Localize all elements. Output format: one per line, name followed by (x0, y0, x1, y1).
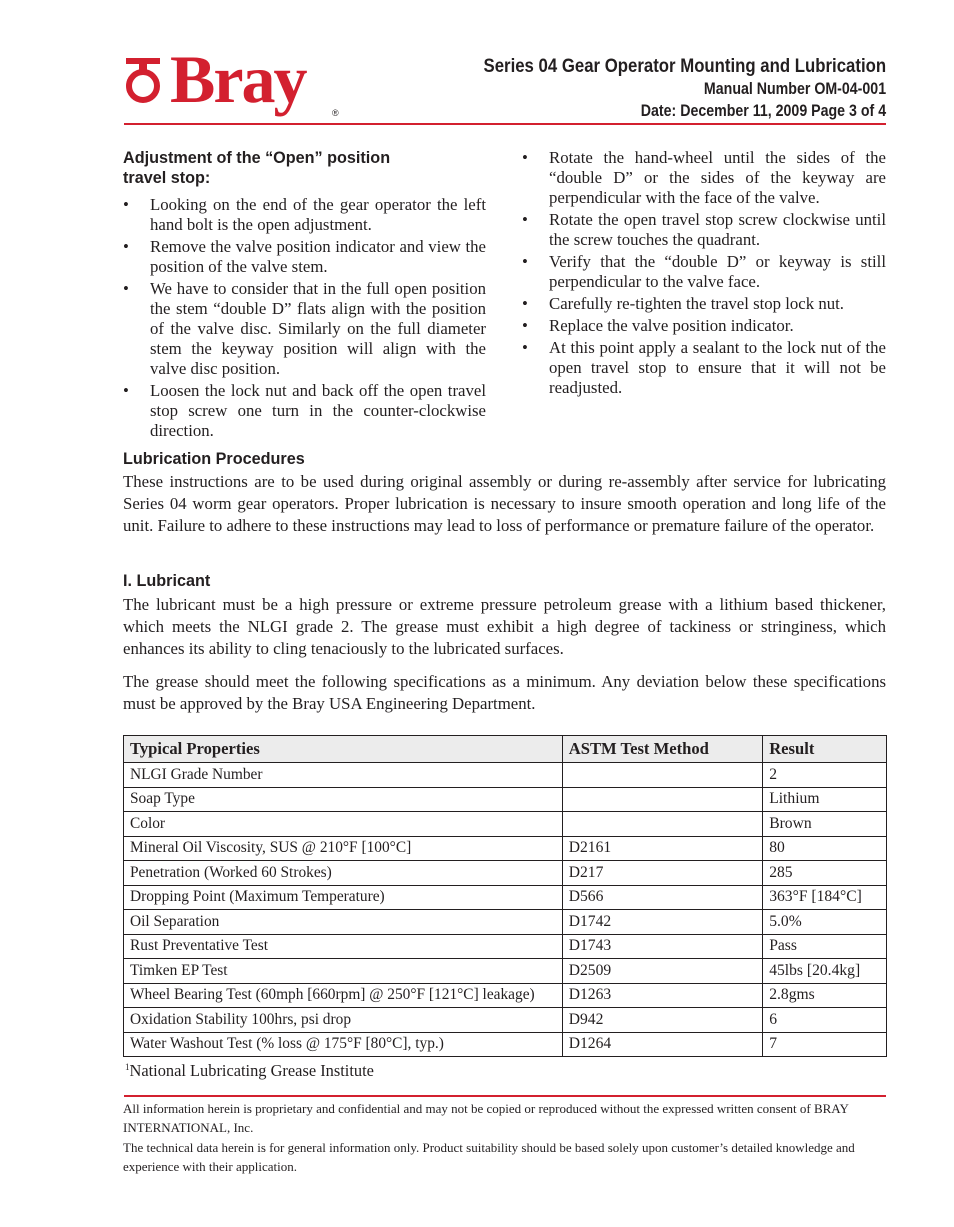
lubrication-heading: Lubrication Procedures (123, 450, 305, 468)
table-cell: 7 (763, 1032, 887, 1057)
list-item (522, 316, 886, 336)
table-cell: 80 (763, 836, 887, 861)
logo-mark-stem (139, 64, 147, 74)
table-row (124, 787, 887, 812)
table-cell: D217 (562, 861, 762, 886)
adjustment-heading-line1: Adjustment of the “Open” position (123, 149, 391, 167)
list-item-text: Looking on the end of the gear operator the left hand bolt is the open adjustment. (150, 195, 486, 234)
table-cell: D942 (562, 1008, 762, 1033)
list-item-text: Verify that the “double D” or keyway is still perpendicular to the valve face. (549, 252, 886, 291)
bullet: • (522, 316, 528, 335)
table-cell: 5.0% (763, 910, 887, 935)
table-cell: Oxidation Stability 100hrs, psi drop (124, 1008, 563, 1033)
logo-wordmark: Bray (170, 46, 306, 117)
list-item (123, 195, 486, 235)
list-item (123, 381, 486, 441)
table-row (124, 1032, 887, 1057)
table-cell (562, 812, 762, 837)
bullet: • (123, 237, 129, 256)
table-cell (562, 787, 762, 812)
table-cell: D2509 (562, 959, 762, 984)
table-cell: NLGI Grade Number (124, 763, 563, 788)
list-item-text: At this point apply a sealant to the lock nut of the open travel stop to ensure that it will not be readjusted. (549, 338, 886, 397)
column-header: Typical Properties (124, 736, 563, 763)
table-cell: 2 (763, 763, 887, 788)
table-cell: 363°F [184°C] (763, 885, 887, 910)
table-row (124, 1008, 887, 1033)
table-cell: Dropping Point (Maximum Temperature) (124, 885, 563, 910)
logo-mark-ring (129, 72, 157, 100)
manual-number: Manual Number OM-04-001 (703, 80, 886, 98)
table-cell: D2161 (562, 836, 762, 861)
bullet: • (522, 148, 528, 167)
table-cell: Mineral Oil Viscosity, SUS @ 210°F [100°C] (124, 836, 563, 861)
adjustment-heading (123, 148, 486, 188)
table-row (124, 885, 887, 910)
lubrication-paragraph: These instructions are to be used during original assembly or during re-assembly after service for lubricating Series 04 worm gear operators. Proper lubrication is necessary to insure smooth operation and long life of the unit. Failure to adhere to these instructions may lead to loss of performance or premature failure of the operator. (123, 472, 886, 535)
bullet: • (123, 381, 129, 400)
table-cell: Wheel Bearing Test (60mph [660rpm] @ 250°F [121°C] leakage) (124, 983, 563, 1008)
lubrication-section (123, 449, 886, 537)
table-cell: Timken EP Test (124, 959, 563, 984)
list-item-text: Loosen the lock nut and back off the open travel stop screw one turn in the counter-clockwise direction. (150, 381, 486, 440)
bullet: • (123, 195, 129, 214)
document-header (418, 54, 886, 122)
legal-notice-proprietary: All information herein is proprietary and confidential and may not be copied or reproduced without the expressed written consent of BRAY INTERNATIONAL, Inc. (123, 1101, 849, 1135)
bullet: • (123, 279, 129, 298)
header-rule (124, 123, 886, 125)
document-title: Series 04 Gear Operator Mounting and Lubrication (483, 55, 886, 77)
table-footnote (125, 1057, 374, 1081)
registered-mark: ® (332, 108, 339, 118)
list-item (123, 237, 486, 277)
lubricant-paragraph-2: The grease should meet the following specifications as a minimum. Any deviation below these specifications must be approved by the Bray USA Engineering Department. (123, 672, 886, 713)
table-cell: Brown (763, 812, 887, 837)
table-row (124, 812, 887, 837)
adjustment-list-right (522, 148, 886, 398)
adjustment-right-column (522, 148, 886, 400)
properties-table (123, 735, 887, 1057)
table-cell (562, 763, 762, 788)
list-item-text: We have to consider that in the full open position the stem “double D” flats align with the position of the valve disc. Similarly on the full diameter stem the keyway position will align with the valve disc position. (150, 279, 486, 378)
table-row (124, 910, 887, 935)
table-cell: 6 (763, 1008, 887, 1033)
list-item (522, 294, 886, 314)
column-header: Result (763, 736, 887, 763)
table-cell: Lithium (763, 787, 887, 812)
adjustment-heading-line2: travel stop: (123, 169, 211, 187)
list-item-text: Rotate the open travel stop screw clockwise until the screw touches the quadrant. (549, 210, 886, 249)
footer-rule (124, 1095, 886, 1097)
table-cell: Pass (763, 934, 887, 959)
list-item (522, 338, 886, 398)
lubricant-paragraph-1: The lubricant must be a high pressure or extreme pressure petroleum grease with a lithium based thickener, which meets the NLGI grade 2. The grease must exhibit a high degree of tackiness or stringiness, which enhances its ability to cling tenaciously to the lubricated surfaces. (123, 595, 886, 658)
list-item (123, 279, 486, 379)
table-cell: 285 (763, 861, 887, 886)
list-item-text: Replace the valve position indicator. (549, 316, 794, 335)
lubricant-heading: I. Lubricant (123, 572, 211, 590)
lubricant-section (123, 571, 886, 715)
list-item (522, 210, 886, 250)
bullet: • (522, 338, 528, 357)
table-cell: Penetration (Worked 60 Strokes) (124, 861, 563, 886)
table-cell: 2.8gms (763, 983, 887, 1008)
column-header: ASTM Test Method (562, 736, 762, 763)
list-item (522, 148, 886, 208)
adjustment-left-column (123, 148, 486, 443)
legal-notice-technical: The technical data herein is for general information only. Product suitability should be based solely upon customer’s detailed knowledge and experience with their application. (123, 1140, 855, 1174)
table-row (124, 934, 887, 959)
list-item (522, 252, 886, 292)
bray-logo (124, 46, 354, 120)
bullet: • (522, 210, 528, 229)
table-cell: Water Washout Test (% loss @ 175°F [80°C], typ.) (124, 1032, 563, 1057)
table-row (124, 861, 887, 886)
table-cell: Color (124, 812, 563, 837)
bullet: • (522, 252, 528, 271)
logo-mark-bar (126, 58, 160, 64)
list-item-text: Remove the valve position indicator and view the position of the valve stem. (150, 237, 486, 276)
list-item-text: Carefully re-tighten the travel stop lock nut. (549, 294, 844, 313)
table-row (124, 983, 887, 1008)
footnote-marker: 1 (125, 1062, 130, 1072)
list-item-text: Rotate the hand-wheel until the sides of the “double D” or the sides of the keyway are perpendicular with the face of the valve. (549, 148, 886, 207)
bray-logo-graphic (124, 46, 354, 120)
bullet: • (522, 294, 528, 313)
date-page: Date: December 11, 2009 Page 3 of 4 (640, 102, 886, 120)
adjustment-list-left (123, 195, 486, 441)
table-cell: D1742 (562, 910, 762, 935)
table-cell: D566 (562, 885, 762, 910)
table-row (124, 763, 887, 788)
footnote-text: National Lubricating Grease Institute (129, 1061, 374, 1080)
table-header-row (124, 736, 887, 763)
table-cell: 45lbs [20.4kg] (763, 959, 887, 984)
table-row (124, 836, 887, 861)
table-cell: Oil Separation (124, 910, 563, 935)
table-cell: D1743 (562, 934, 762, 959)
table-cell: D1264 (562, 1032, 762, 1057)
table-row (124, 959, 887, 984)
table-cell: Soap Type (124, 787, 563, 812)
table-cell: D1263 (562, 983, 762, 1008)
table-cell: Rust Preventative Test (124, 934, 563, 959)
